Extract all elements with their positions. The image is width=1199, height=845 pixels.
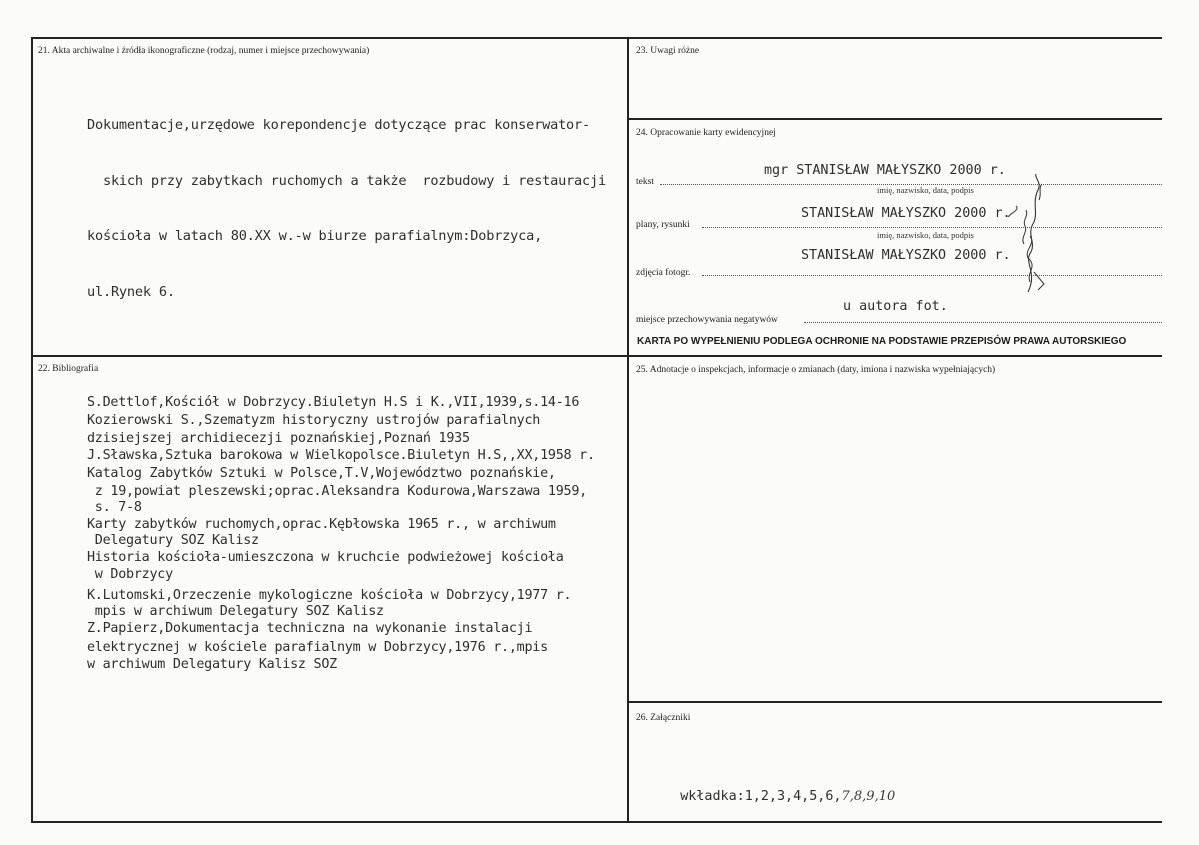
field-caption: imię, nazwisko, data, podpis — [877, 230, 974, 240]
attachments-handwritten: 7,8,9,10 — [841, 789, 896, 804]
bibliography-line: dzisiejszej archidiecezji poznańskiej,Poznań 1935 — [87, 431, 470, 446]
bibliography-line: J.Sławska,Sztuka barokowa w Wielkopolsce.Biuletyn H.S,,XX,1958 r. — [87, 448, 595, 463]
field-label: tekst — [636, 177, 654, 187]
field-value-plans: STANISŁAW MAŁYSZKO 2000 r. — [801, 206, 1011, 221]
bibliography-line: Karty zabytków ruchomych,oprac.Kębłowska 1965 r., w archiwum — [87, 517, 556, 532]
section-21-line: skich przy zabytkach ruchomych a także rozbudowy i restauracji — [87, 172, 606, 189]
field-caption: imię, nazwisko, data, podpis — [877, 185, 974, 195]
row-divider-25-26 — [627, 701, 1162, 703]
field-label: plany, rysunki — [636, 220, 690, 230]
section-21-line: kościoła w latach 80.XX w.-w biurze parafialnym:Dobrzyca, — [87, 228, 543, 244]
bibliography-line: Katalog Zabytków Sztuki w Polsce,T.V,Województwo poznańskie, — [87, 466, 556, 481]
dotted-line — [804, 322, 1162, 323]
row-divider-24-25 — [627, 355, 1162, 357]
section-21-line: ul.Rynek 6. — [87, 283, 175, 300]
bibliography-line: K.Lutomski,Orzeczenie mykologiczne kościoła w Dobrzycy,1977 r. — [87, 588, 572, 603]
attachments-list — [648, 774, 895, 819]
dotted-line — [702, 227, 1162, 228]
section-23-label: 23. Uwagi różne — [636, 46, 700, 56]
bibliography-line: w Dobrzycy — [87, 567, 173, 582]
section-24-label: 24. Opracowanie karty ewidencyjnej — [636, 128, 776, 138]
section-22-label: 22. Bibliografia — [38, 364, 99, 374]
column-divider — [627, 37, 629, 823]
bibliography-line: s. 7-8 — [87, 500, 142, 515]
copyright-notice: KARTA PO WYPEŁNIENIU PODLEGA OCHRONIE NA PODSTAWIE PRZEPISÓW PRAWA AUTORSKIEGO — [637, 336, 1127, 347]
field-value-photos: STANISŁAW MAŁYSZKO 2000 r. — [801, 248, 1011, 263]
section-21-label: 21. Akta archiwalne i źródła ikonograficzne (rodzaj, numer i miejsce przechowywania) — [38, 46, 370, 56]
field-value-negatives: u autora fot. — [843, 299, 948, 314]
section-21-line: Dokumentacje,urzędowe korepondencje dotyczące prac konserwator- — [87, 117, 591, 133]
bibliography-line: Z.Papierz,Dokumentacja techniczna na wykonanie instalacji — [87, 621, 533, 636]
field-label: zdjęcia fotogr. — [636, 268, 691, 278]
field-row-photos — [636, 264, 1162, 278]
bibliography-line: w archiwum Delegatury Kalisz SOZ — [87, 657, 337, 672]
section-26-label: 26. Załączniki — [636, 713, 691, 723]
row-divider-top-left — [31, 355, 629, 357]
row-divider-23-24 — [627, 118, 1162, 120]
bibliography-line: elektrycznej w kościele parafialnym w Dobrzycy,1976 r.,mpis — [87, 640, 548, 655]
bibliography-line: z 19,powiat pleszewski;oprac.Aleksandra Kodurowa,Warszawa 1959, — [87, 484, 587, 499]
signature — [998, 172, 1058, 302]
bibliography-line: Historia kościoła-umieszczona w kruchcie podwieżowej kościoła — [87, 550, 564, 565]
dotted-line — [702, 275, 1162, 276]
field-value-text: mgr STANISŁAW MAŁYSZKO 2000 r. — [764, 163, 1006, 178]
bibliography-line: mpis w archiwum Delegatury SOZ Kalisz — [87, 604, 384, 619]
field-label: miejsce przechowywania negatywów — [636, 315, 778, 325]
bibliography-line: Kozierowski S.,Szematyzm historyczny ustrojów parafialnych — [87, 413, 541, 428]
section-25-label: 25. Adnotacje o inspekcjach, informacje o zmianach (daty, imiona i nazwiska wypełniających) — [636, 365, 996, 375]
section-21-text — [87, 79, 606, 338]
bibliography-line: S.Dettlof,Kościół w Dobrzycy.Biuletyn H.S i K.,VII,1939,s.14-16 — [87, 395, 580, 410]
attachments-typed: wkładka:1,2,3,4,5,6, — [680, 789, 842, 804]
bibliography-line: Delegatury SOZ Kalisz — [87, 533, 259, 548]
